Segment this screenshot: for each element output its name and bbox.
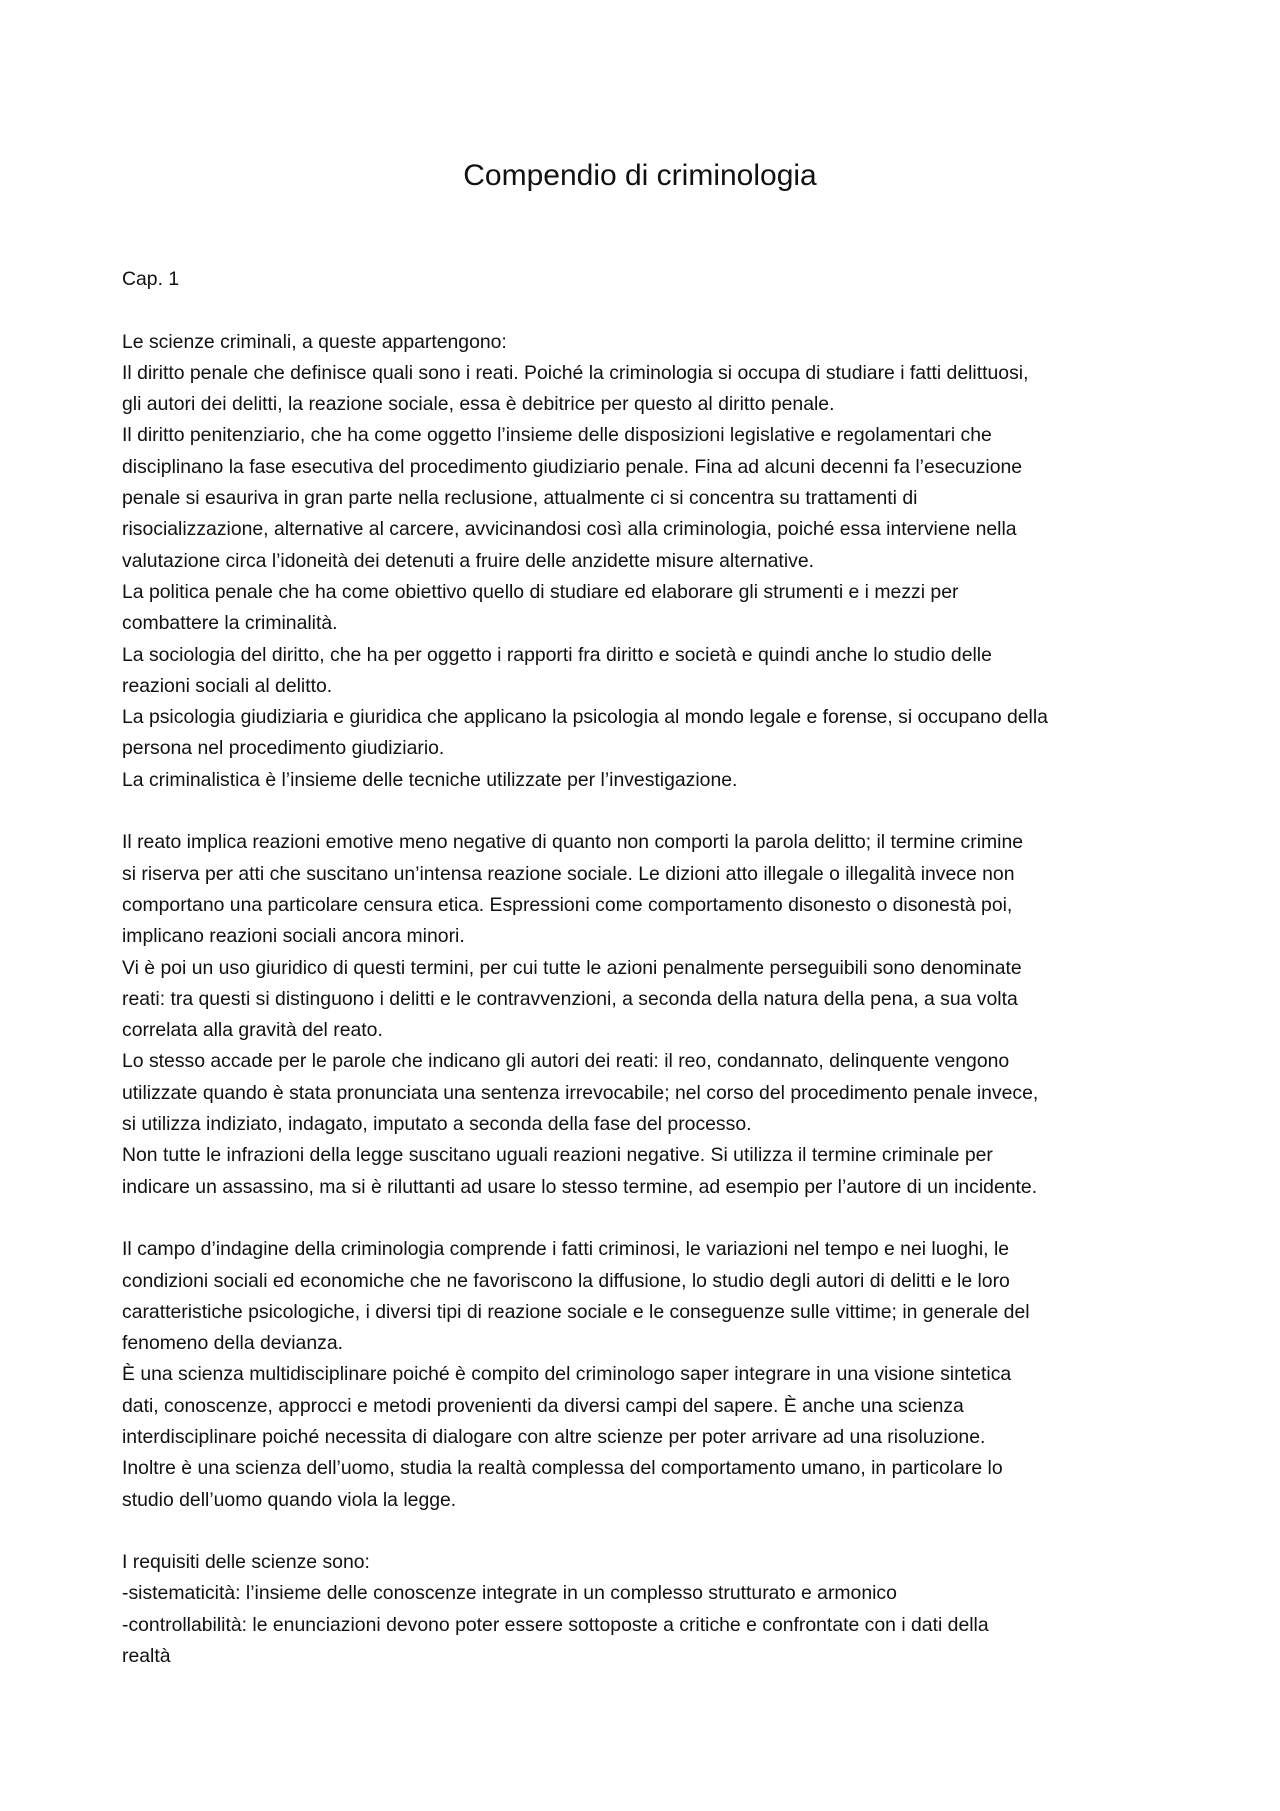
text-line: La sociologia del diritto, che ha per oggetto i rapporti fra diritto e società e quindi anche lo studio delle bbox=[122, 643, 992, 666]
text-line: comportano una particolare censura etica. Espressioni come comportamento disonesto o disonestà poi, bbox=[122, 893, 1013, 916]
text-line: combattere la criminalità. bbox=[122, 612, 338, 635]
text-line: Non tutte le infrazioni della legge suscitano uguali reazioni negative. Si utilizza il termine criminale per bbox=[122, 1144, 993, 1167]
text-line: correlata alla gravità del reato. bbox=[122, 1019, 383, 1042]
text-line: reazioni sociali al delitto. bbox=[122, 674, 333, 697]
document-body bbox=[122, 264, 1167, 1672]
text-line: Lo stesso accade per le parole che indicano gli autori dei reati: il reo, condannato, delinquente vengono bbox=[122, 1050, 1010, 1073]
text-line: Il campo d’indagine della criminologia comprende i fatti criminosi, le variazioni nel tempo e nei luoghi, le bbox=[122, 1238, 1010, 1261]
text-line: si riserva per atti che suscitano un’intensa reazione sociale. Le dizioni atto illegale o illegalità invece non bbox=[122, 862, 1015, 885]
text-line: Il reato implica reazioni emotive meno negative di quanto non comporti la parola delitto; il termine crimine bbox=[122, 831, 1024, 854]
text-line: Inoltre è una scienza dell’uomo, studia la realtà complessa del comportamento umano, in particolare lo bbox=[122, 1457, 1003, 1480]
text-line: Il diritto penale che definisce quali sono i reati. Poiché la criminologia si occupa di studiare i fatti delittuosi, bbox=[122, 361, 1029, 384]
text-line: risocializzazione, alternative al carcere, avvicinandosi così alla criminologia, poiché essa interviene nella bbox=[122, 518, 1017, 541]
text-line: disciplinano la fase esecutiva del procedimento giudiziario penale. Fina ad alcuni decenni fa l’esecuzione bbox=[122, 455, 1023, 478]
blank-line bbox=[122, 796, 1167, 827]
text-line: Vi è poi un uso giuridico di questi termini, per cui tutte le azioni penalmente perseguibili sono denominate bbox=[122, 956, 1022, 979]
text-line: realtà bbox=[122, 1645, 171, 1668]
text-line: caratteristiche psicologiche, i diversi tipi di reazione sociale e le conseguenze sulle vittime; in generale del bbox=[122, 1300, 1030, 1323]
text-line: implicano reazioni sociali ancora minori. bbox=[122, 925, 465, 948]
text-line: gli autori dei delitti, la reazione sociale, essa è debitrice per questo al diritto penale. bbox=[122, 393, 835, 416]
text-line: condizioni sociali ed economiche che ne favoriscono la diffusione, lo studio degli autori di delitti e le loro bbox=[122, 1269, 1010, 1292]
blank-line bbox=[122, 295, 1167, 326]
text-line: La psicologia giudiziaria e giuridica che applicano la psicologia al mondo legale e forense, si occupano della bbox=[122, 706, 1048, 729]
text-line: Cap. 1 bbox=[122, 268, 180, 290]
text-line: Il diritto penitenziario, che ha come oggetto l’insieme delle disposizioni legislative e regolamentari che bbox=[122, 424, 992, 447]
text-line: si utilizza indiziato, indagato, imputato a seconda della fase del processo. bbox=[122, 1113, 752, 1136]
text-line: studio dell’uomo quando viola la legge. bbox=[122, 1488, 457, 1511]
text-line: dati, conoscenze, approcci e metodi provenienti da diversi campi del sapere. È anche una scienza bbox=[122, 1394, 964, 1417]
page-title: Compendio di criminologia bbox=[463, 159, 817, 192]
text-line: -controllabilità: le enunciazioni devono poter essere sottoposte a critiche e confrontate con i dati della bbox=[122, 1613, 989, 1636]
text-line: fenomeno della devianza. bbox=[122, 1332, 343, 1355]
text-line: valutazione circa l’idoneità dei detenuti a fruire delle anzidette misure alternative. bbox=[122, 549, 814, 572]
text-line: utilizzate quando è stata pronunciata una sentenza irrevocabile; nel corso del procedimento penale invece, bbox=[122, 1081, 1039, 1104]
text-line: indicare un assassino, ma si è riluttanti ad usare lo stesso termine, ad esempio per l’autore di un incidente. bbox=[122, 1175, 1038, 1198]
text-line: interdisciplinare poiché necessita di dialogare con altre scienze per poter arrivare ad una risoluzione. bbox=[122, 1425, 986, 1448]
text-line: reati: tra questi si distinguono i delitti e le contravvenzioni, a seconda della natura della pena, a sua volta bbox=[122, 987, 1018, 1010]
text-line: penale si esauriva in gran parte nella reclusione, attualmente ci si concentra su trattamenti di bbox=[122, 487, 918, 510]
blank-line bbox=[122, 1516, 1167, 1547]
text-line: La criminalistica è l’insieme delle tecniche utilizzate per l’investigazione. bbox=[122, 768, 738, 791]
text-line: La politica penale che ha come obiettivo quello di studiare ed elaborare gli strumenti e i mezzi per bbox=[122, 580, 959, 603]
text-line: È una scienza multidisciplinare poiché è compito del criminologo saper integrare in una visione sintetica bbox=[122, 1363, 1012, 1386]
blank-line bbox=[122, 1203, 1167, 1234]
text-line: persona nel procedimento giudiziario. bbox=[122, 737, 445, 760]
text-line: Le scienze criminali, a queste appartengono: bbox=[122, 330, 507, 353]
text-line: I requisiti delle scienze sono: bbox=[122, 1551, 370, 1574]
text-line: -sistematicità: l’insieme delle conoscenze integrate in un complesso strutturato e armonico bbox=[122, 1582, 897, 1605]
